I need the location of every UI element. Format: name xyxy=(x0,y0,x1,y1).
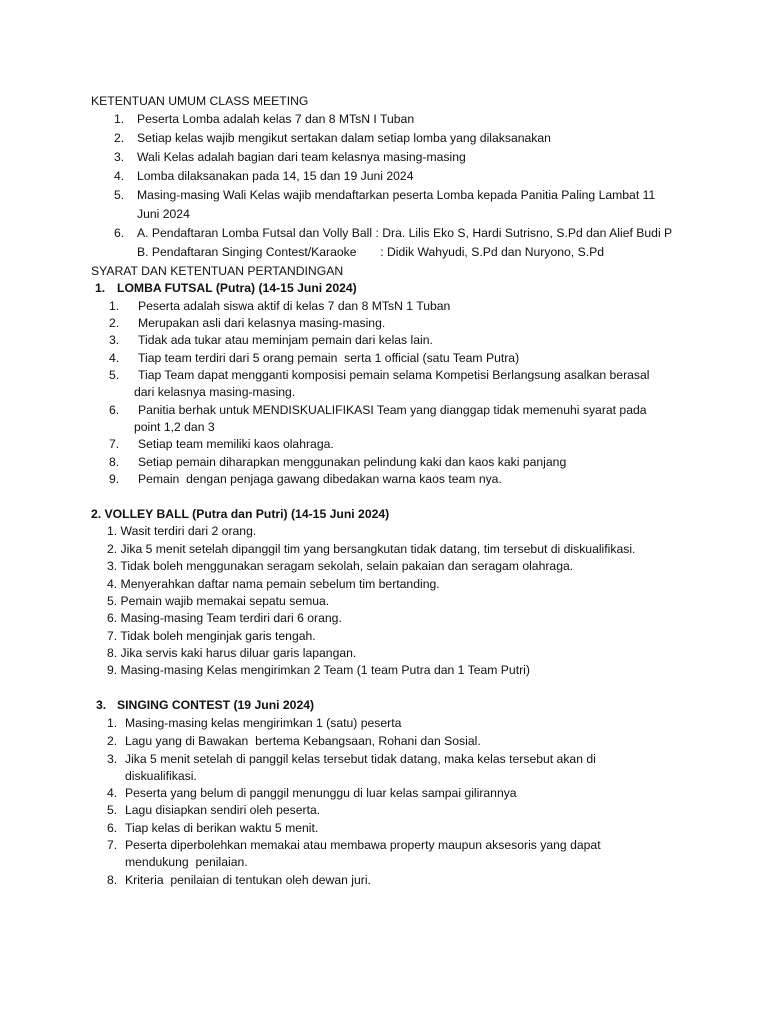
list-item: 7. xyxy=(107,838,118,852)
list-item-text: Tiap team terdiri dari 5 orang pemain serta 1 official (satu Team Putra) xyxy=(138,351,520,365)
list-item-text: Jika 5 menit setelah di panggil kelas tersebut tidak datang, maka kelas tersebut akan di xyxy=(125,752,596,766)
list-item-text: Masing-masing Wali Kelas wajib mendaftarkan peserta Lomba kepada Panitia Paling Lambat 11 xyxy=(137,188,656,202)
rules-heading: SYARAT DAN KETENTUAN PERTANDINGAN xyxy=(91,264,344,278)
list-item: 2. xyxy=(109,316,120,330)
list-item: 1. xyxy=(107,716,118,730)
list-item-text: Setiap pemain diharapkan menggunakan pelindung kaki dan kaos kaki panjang xyxy=(138,455,567,469)
section-number: 1. xyxy=(95,281,106,295)
list-item-text: Tiap kelas di berikan waktu 5 menit. xyxy=(125,821,319,835)
general-heading: KETENTUAN UMUM CLASS MEETING xyxy=(91,94,309,108)
list-item-continuation: dari kelasnya masing-masing. xyxy=(134,385,296,399)
list-item-continuation: point 1,2 dan 3 xyxy=(134,420,215,434)
list-item: 9. Masing-masing Kelas mengirimkan 2 Team (1 team Putra dan 1 Team Putri) xyxy=(107,663,530,677)
list-item-text: Pemain dengan penjaga gawang dibedakan warna kaos team nya. xyxy=(138,472,502,486)
list-item: 2. xyxy=(114,131,125,145)
list-item: 1. xyxy=(109,299,120,313)
futsal-title: LOMBA FUTSAL (Putra) (14-15 Juni 2024) xyxy=(117,281,357,295)
list-item: 2. xyxy=(107,734,118,748)
volley-title: 2. VOLLEY BALL (Putra dan Putri) (14-15 Juni 2024) xyxy=(91,507,390,521)
list-item-text: Merupakan asli dari kelasnya masing-masing. xyxy=(138,316,386,330)
list-item-text: Lagu yang di Bawakan bertema Kebangsaan, Rohani dan Sosial. xyxy=(125,734,481,748)
list-item: 8. xyxy=(107,873,118,887)
list-item-text: Masing-masing kelas mengirimkan 1 (satu) peserta xyxy=(125,716,402,730)
list-item-text: Peserta diperbolehkan memakai atau membawa property maupun aksesoris yang dapat xyxy=(125,838,601,852)
list-item-continuation: B. Pendaftaran Singing Contest/Karaoke : Didik Wahyudi, S.Pd dan Nuryono, S.Pd xyxy=(137,245,604,259)
list-item: 3. xyxy=(109,333,120,347)
list-item: 5. xyxy=(109,368,120,382)
list-item-continuation: mendukung penilaian. xyxy=(125,855,248,869)
list-item: 7. Tidak boleh menginjak garis tengah. xyxy=(107,629,316,643)
list-item-text: Wali Kelas adalah bagian dari team kelasnya masing-masing xyxy=(137,150,466,164)
list-item-continuation: Juni 2024 xyxy=(137,207,190,221)
list-item-text: Tidak ada tukar atau meminjam pemain dari kelas lain. xyxy=(138,333,433,347)
list-item: 4. xyxy=(107,786,118,800)
list-item: 6. xyxy=(107,821,118,835)
list-item: 5. xyxy=(114,188,125,202)
list-item: 2. Jika 5 menit setelah dipanggil tim yang bersangkutan tidak datang, tim tersebut di diskualifikasi. xyxy=(107,542,636,556)
list-item-text: Peserta adalah siswa aktif di kelas 7 dan 8 MTsN 1 Tuban xyxy=(138,299,451,313)
list-item: 6. Masing-masing Team terdiri dari 6 orang. xyxy=(107,611,342,625)
list-item: 3. xyxy=(107,752,118,766)
list-item: 6. xyxy=(109,403,120,417)
list-item-text: Setiap team memiliki kaos olahraga. xyxy=(138,437,334,451)
list-item-text: Peserta Lomba adalah kelas 7 dan 8 MTsN I Tuban xyxy=(137,112,415,126)
list-item: 6. xyxy=(114,226,125,240)
list-item-text: Lagu disiapkan sendiri oleh peserta. xyxy=(125,803,321,817)
list-item: 4. xyxy=(109,351,120,365)
list-item: 8. Jika servis kaki harus diluar garis lapangan. xyxy=(107,646,357,660)
list-item: 4. Menyerahkan daftar nama pemain sebelum tim bertanding. xyxy=(107,577,440,591)
list-item: 4. xyxy=(114,169,125,183)
list-item: 5. xyxy=(107,803,118,817)
list-item-text: Lomba dilaksanakan pada 14, 15 dan 19 Juni 2024 xyxy=(137,169,414,183)
list-item-text: Tiap Team dapat mengganti komposisi pemain selama Kompetisi Berlangsung asalkan berasal xyxy=(138,368,650,382)
list-item-continuation: diskualifikasi. xyxy=(125,769,197,783)
list-item-text: A. Pendaftaran Lomba Futsal dan Volly Ball : Dra. Lilis Eko S, Hardi Sutrisno, S.Pd dan Alief Budi P xyxy=(137,226,673,240)
list-item: 8. xyxy=(109,455,120,469)
list-item-text: Panitia berhak untuk MENDISKUALIFIKASI Team yang dianggap tidak memenuhi syarat pada xyxy=(138,403,647,417)
section-number: 3. xyxy=(96,698,107,712)
list-item: 1. xyxy=(114,112,125,126)
list-item: 3. Tidak boleh menggunakan seragam sekolah, selain pakaian dan seragam olahraga. xyxy=(107,559,574,573)
list-item: 3. xyxy=(114,150,125,164)
list-item: 5. Pemain wajib memakai sepatu semua. xyxy=(107,594,330,608)
singing-title: SINGING CONTEST (19 Juni 2024) xyxy=(117,698,315,712)
list-item-text: Peserta yang belum di panggil menunggu di luar kelas sampai gilirannya xyxy=(125,786,517,800)
list-item: 1. Wasit terdiri dari 2 orang. xyxy=(107,524,257,538)
list-item-text: Kriteria penilaian di tentukan oleh dewan juri. xyxy=(125,873,371,887)
list-item: 7. xyxy=(109,437,120,451)
list-item-text: Setiap kelas wajib mengikut sertakan dalam setiap lomba yang dilaksanakan xyxy=(137,131,551,145)
list-item: 9. xyxy=(109,472,120,486)
